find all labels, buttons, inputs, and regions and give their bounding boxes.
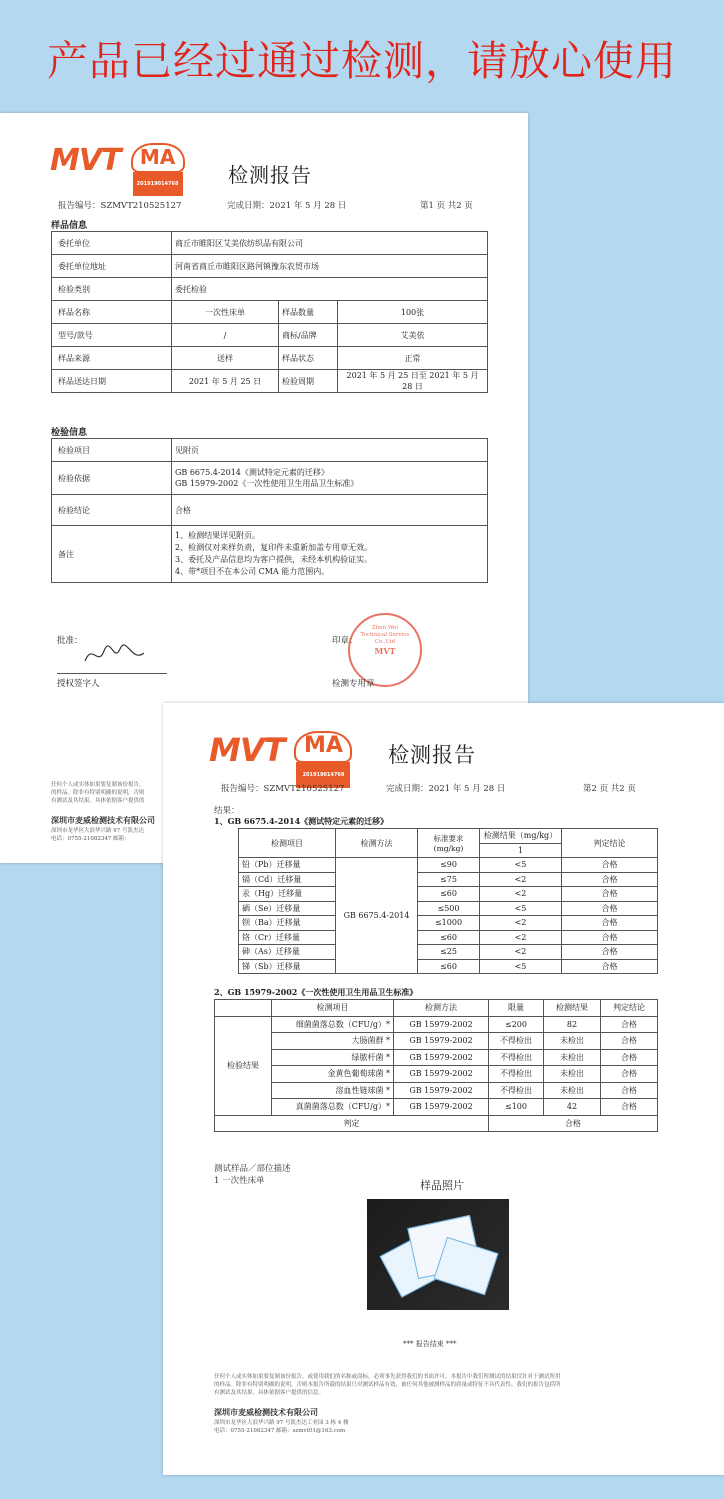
mvt-logo: MVT: [209, 731, 285, 769]
cell: 合格: [562, 930, 658, 945]
sample-description-item: 1 一次性床单: [214, 1176, 265, 1186]
cma-letters: MA: [139, 145, 176, 169]
cell: ≤500: [418, 901, 480, 916]
cell: 大肠菌群 *: [272, 1033, 394, 1050]
cell: 未检出: [544, 1066, 601, 1083]
cell: 样品名称: [52, 301, 172, 324]
page-indicator: 第1 页 共2 页: [420, 201, 473, 211]
disclaimer-line: 任何个人或实体如果要复制该份报告，: [51, 782, 145, 788]
cell: /: [172, 324, 279, 347]
cell: ≤60: [418, 887, 480, 902]
page-indicator: 第2 页 共2 页: [583, 784, 636, 794]
cell: 不得检出: [489, 1082, 544, 1099]
stamp-text: Zhen Wei Technical Service Co.,Ltd: [360, 625, 410, 645]
stamp-logo: MVT: [374, 646, 396, 656]
cell: 型号/款号: [52, 324, 172, 347]
cell: <5: [480, 858, 562, 873]
cell: 金黄色葡萄球菌 *: [272, 1066, 394, 1083]
company-name: 深圳市麦威检测技术有限公司: [51, 815, 155, 825]
cell: ≤1000: [418, 916, 480, 931]
official-stamp: [348, 613, 422, 687]
cell: 检验结论: [52, 495, 172, 526]
cell: 送样: [172, 347, 279, 370]
approval-label: 批准：: [57, 636, 83, 646]
cell: 钡（Ba）迁移量: [239, 916, 336, 931]
cell: 委托检验: [172, 278, 488, 301]
cell: 汞（Hg）迁移量: [239, 887, 336, 902]
header-cell: 检测结果（mg/kg）: [480, 829, 562, 844]
signature-line: [57, 673, 167, 674]
company-address: 深圳市龙华区大浪华兴路 97 号凯杰达工业园 3 栋 4 楼: [214, 1420, 349, 1426]
header-cell: 判定结论: [601, 1000, 658, 1017]
cell: 溶血性链球菌 *: [272, 1082, 394, 1099]
remark-line: 3、委托及产品信息均为客户提供，未经本机构验证实。: [175, 555, 373, 564]
signature-image: [80, 639, 150, 669]
header-cell: 判定结论: [562, 829, 658, 858]
sample-info-heading: 样品信息: [51, 221, 88, 231]
mvt-logo: MVT: [50, 143, 121, 178]
cell: 艾美依: [338, 324, 488, 347]
remark-line: 2、检测仅对来样负责，复印件未重新加盖专用章无效。: [175, 543, 373, 552]
cell: 锑（Sb）迁移量: [239, 959, 336, 974]
cell: 备注: [52, 526, 172, 583]
hygiene-standard-table: [214, 999, 658, 1132]
cell: GB 15979-2002: [394, 1066, 489, 1083]
inspection-info-heading: 检验信息: [51, 428, 88, 438]
cma-logo: [131, 143, 185, 187]
header-cell: 标准要求(mg/kg): [418, 829, 480, 858]
cell: 未检出: [544, 1033, 601, 1050]
cell: <5: [480, 901, 562, 916]
signer-label: 授权签字人: [57, 679, 100, 689]
disclaimer-line: 有测试及其结果。具体依据客户提供的信息。: [214, 1390, 325, 1396]
cell: 不得检出: [489, 1066, 544, 1083]
cell: ≤200: [489, 1016, 544, 1033]
cell: 样品来源: [52, 347, 172, 370]
cell: 样品数量: [279, 301, 338, 324]
completion-date: 完成日期：2021 年 5 月 28 日: [386, 784, 506, 794]
company-phone: 电话：0755-21082347 邮箱：szmvt01@163.com: [214, 1428, 346, 1434]
cell: 判定: [215, 1115, 489, 1132]
cell: 合格: [601, 1049, 658, 1066]
cell: 未检出: [544, 1049, 601, 1066]
cell: ≤25: [418, 945, 480, 960]
cell: 合格: [601, 1099, 658, 1116]
banner-headline: 产品已经过通过检测，请放心使用: [47, 37, 677, 85]
cma-logo: [294, 731, 352, 778]
cell: 100张: [338, 301, 488, 324]
cell: 商标/品牌: [279, 324, 338, 347]
company-phone: 电话：0755-21082347 邮箱：: [51, 836, 130, 842]
cell: 委托单位地址: [52, 255, 172, 278]
report-number: 报告编号：SZMVT210525127: [221, 784, 345, 794]
header-cell: 检测方法: [336, 829, 418, 858]
cell: GB 15979-2002: [394, 1016, 489, 1033]
cell: 委托单位: [52, 232, 172, 255]
cell: 砷（As）迁移量: [239, 945, 336, 960]
header-cell: 检测方法: [394, 1000, 489, 1017]
cell: 样品状态: [279, 347, 338, 370]
cell: GB 15979-2002: [394, 1082, 489, 1099]
cell: <2: [480, 930, 562, 945]
cell: 合格: [489, 1115, 658, 1132]
header-cell: 限量: [489, 1000, 544, 1017]
disclaimer-line: 任何个人或实体如果要复制该份报告，或使用我们的名称或商标，必须事先获得我们的书面许可。本报告中我们所测试的结果仅针对于测试所用: [214, 1374, 561, 1380]
cell: 合格: [562, 945, 658, 960]
cell: 正常: [338, 347, 488, 370]
cell: 硒（Se）迁移量: [239, 901, 336, 916]
company-logo: [50, 143, 185, 187]
cell: 细菌菌落总数（CFU/g）*: [272, 1016, 394, 1033]
sheet-shape: [434, 1237, 499, 1296]
cell: GB 15979-2002: [394, 1049, 489, 1066]
cell: <2: [480, 916, 562, 931]
sample-description-heading: 测试样品／部位描述: [214, 1164, 291, 1174]
cell: 合格: [601, 1082, 658, 1099]
seal-label: 印章：: [332, 636, 358, 646]
basis-line: GB 15979-2002《一次性使用卫生用品卫生标准》: [175, 479, 359, 488]
cell: 见附页: [172, 439, 488, 462]
sample-info-table: [51, 231, 488, 393]
cell: 镉（Cd）迁移量: [239, 872, 336, 887]
cell: 合格: [562, 901, 658, 916]
cell: 合格: [562, 916, 658, 931]
company-address: 深圳市龙华区大浪华兴路 97 号凯杰达: [51, 828, 144, 834]
header-cell: 检测项目: [272, 1000, 394, 1017]
section-1-heading: 1、GB 6675.4-2014《测试特定元素的迁移》: [214, 816, 389, 826]
disclaimer: [214, 1373, 561, 1397]
cell: 检验类别: [52, 278, 172, 301]
cell: 合格: [562, 858, 658, 873]
cell: <2: [480, 872, 562, 887]
results-label: 结果：: [214, 806, 240, 816]
report-title: 检测报告: [388, 743, 476, 767]
cell: 河南省商丘市睢阳区路河镇豫东农贸市场: [172, 255, 488, 278]
company-logo: [209, 731, 352, 778]
company-name: 深圳市麦威检测技术有限公司: [214, 1407, 318, 1417]
cell: [172, 526, 488, 583]
cell: GB 15979-2002: [394, 1033, 489, 1050]
cell: ≤75: [418, 872, 480, 887]
cma-number: 201919014768: [296, 762, 350, 788]
disclaimer: [51, 781, 145, 805]
cell: 样品送达日期: [52, 370, 172, 393]
seal-bottom: 检测专用章: [332, 679, 375, 689]
report-page-2: [163, 703, 724, 1475]
cell: 合格: [562, 887, 658, 902]
remark-line: 1、检测结果详见附页。: [175, 531, 261, 540]
inspection-info-table: [51, 438, 488, 583]
disclaimer-line: 的样品。除非有特别明确的说明，否则: [51, 790, 145, 796]
cell: 合格: [562, 959, 658, 974]
cell: 检验项目: [52, 439, 172, 462]
cell: 不得检出: [489, 1049, 544, 1066]
report-title: 检测报告: [228, 163, 312, 187]
cell: <2: [480, 945, 562, 960]
cell: 合格: [601, 1033, 658, 1050]
cell: GB 6675.4-2014: [336, 858, 418, 974]
cell: <5: [480, 959, 562, 974]
disclaimer-line: 有测试及其结果。具体依据客户提供的: [51, 798, 145, 804]
cell: 合格: [601, 1066, 658, 1083]
cell: ≤60: [418, 930, 480, 945]
cell: 真菌菌落总数（CFU/g）*: [272, 1099, 394, 1116]
cell: 检验周期: [279, 370, 338, 393]
cell: ≤100: [489, 1099, 544, 1116]
cell: 42: [544, 1099, 601, 1116]
cell: [172, 462, 488, 495]
cell: ≤60: [418, 959, 480, 974]
cell: 2021 年 5 月 25 日: [172, 370, 279, 393]
cell: 检验结果: [215, 1016, 272, 1115]
cell: GB 15979-2002: [394, 1099, 489, 1116]
cell: 合格: [562, 872, 658, 887]
cell: <2: [480, 887, 562, 902]
report-number: 报告编号：SZMVT210525127: [58, 201, 182, 211]
cell: 铅（Pb）迁移量: [239, 858, 336, 873]
cell: 商丘市睢阳区艾美依纺织品有限公司: [172, 232, 488, 255]
cell: 铬（Cr）迁移量: [239, 930, 336, 945]
remark-line: 4、带*项目不在本公司 CMA 能力范围内。: [175, 567, 330, 576]
cell: 未检出: [544, 1082, 601, 1099]
cell: 2021 年 5 月 25 日至 2021 年 5 月 28 日: [338, 370, 488, 393]
cma-letters: MA: [303, 733, 343, 758]
header-cell: 检测结果: [544, 1000, 601, 1017]
photo-title: 样品照片: [420, 1179, 464, 1192]
cell: 合格: [172, 495, 488, 526]
completion-date: 完成日期：2021 年 5 月 28 日: [227, 201, 347, 211]
element-migration-table: [238, 828, 658, 974]
header-cell: 1: [480, 843, 562, 858]
cell: 82: [544, 1016, 601, 1033]
cell: 绿脓杆菌 *: [272, 1049, 394, 1066]
basis-line: GB 6675.4-2014《测试特定元素的迁移》: [175, 468, 329, 477]
cell: 不得检出: [489, 1033, 544, 1050]
header-cell: [215, 1000, 272, 1017]
sample-photo: [367, 1199, 509, 1310]
cell: 检验依据: [52, 462, 172, 495]
header-cell: 检测项目: [239, 829, 336, 858]
section-2-heading: 2、GB 15979-2002《一次性使用卫生用品卫生标准》: [214, 987, 418, 997]
cma-number: 201919014768: [133, 172, 183, 196]
end-of-report: *** 报告结束 ***: [403, 1340, 457, 1348]
disclaimer-line: 的样品。除非有特别明确的说明，否则本报告所载的结果只对测试样品有效，被任何其他被测样品的质量或特征不具代表性。我们的报告包括所: [214, 1382, 561, 1388]
cell: 合格: [601, 1016, 658, 1033]
cell: ≤90: [418, 858, 480, 873]
cell: 一次性床单: [172, 301, 279, 324]
